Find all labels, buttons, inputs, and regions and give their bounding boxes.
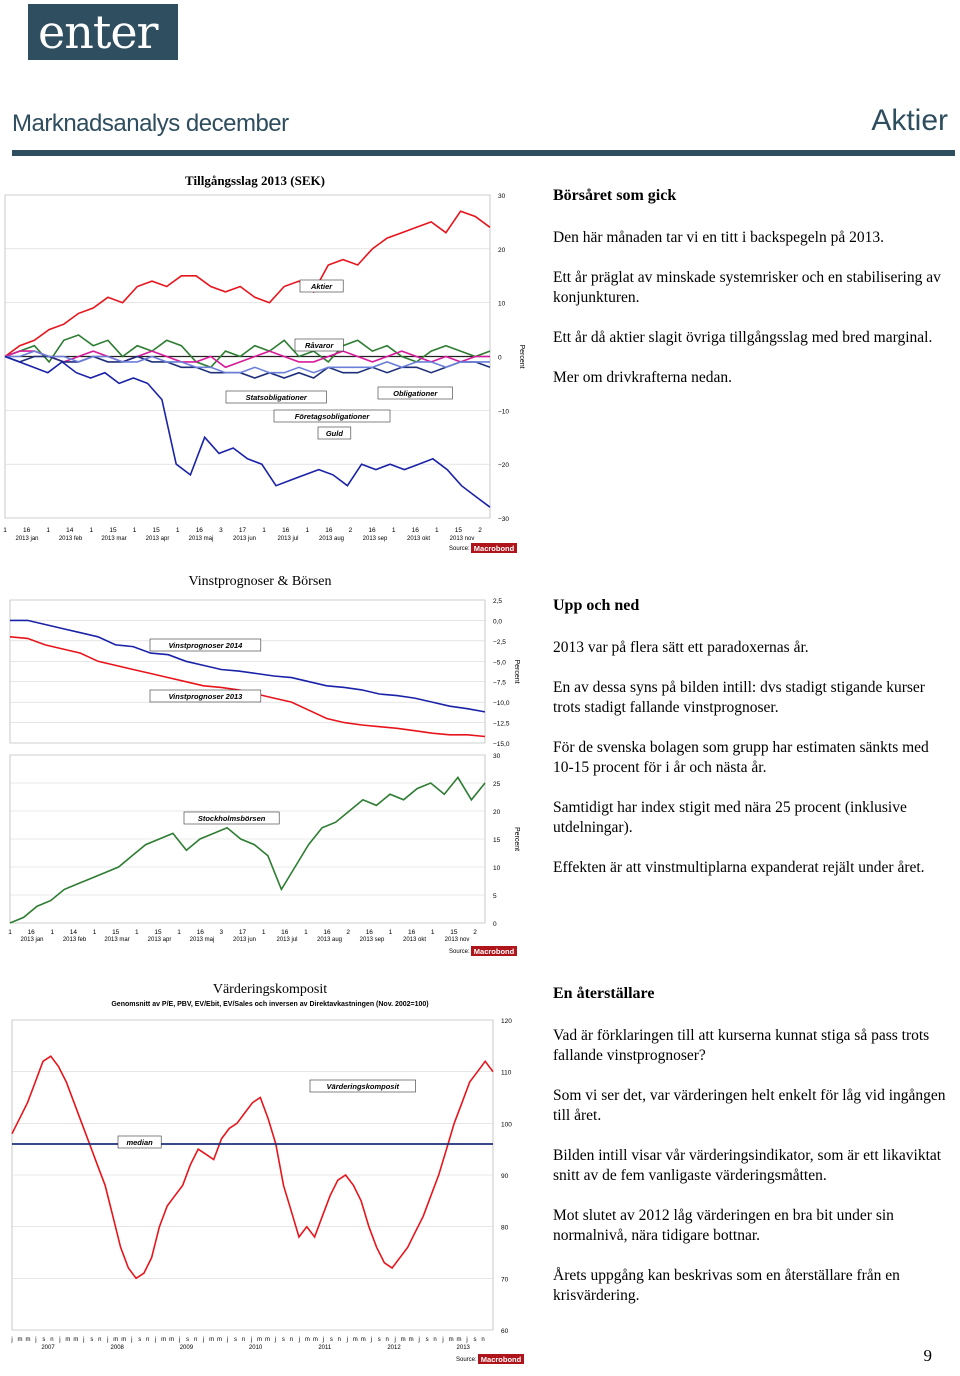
x-tick-label: 14 bbox=[66, 527, 74, 534]
x-tick-label: 15 bbox=[154, 929, 162, 936]
y-tick-label: 5 bbox=[493, 893, 497, 900]
x-tick-label: 1 bbox=[177, 929, 181, 936]
paragraph: Mer om drivkrafterna nedan. bbox=[553, 369, 733, 386]
chart2-title: Vinstprognoser & Börsen bbox=[188, 574, 332, 589]
x-period-label: 2013 jan bbox=[20, 937, 44, 943]
x-tick-label: 17 bbox=[238, 527, 247, 534]
label-vardringskomposit: Värderingskomposit bbox=[326, 1082, 400, 1091]
page-number: 9 bbox=[923, 1346, 932, 1365]
paragraph: Ett år då aktier slagit övriga tillgångsslag med bred marginal. bbox=[553, 329, 933, 346]
x-tick-label: j bbox=[155, 1337, 157, 1343]
y-tick-label: 0 bbox=[498, 354, 502, 362]
x-tick-label: n bbox=[289, 1337, 294, 1343]
x-tick-label: 1 bbox=[3, 527, 7, 534]
y-tick-label: 30 bbox=[493, 753, 501, 760]
paragraph: Ett år präglat av minskade systemrisker och en stabilisering av konjunkturen. bbox=[553, 269, 941, 306]
y-tick-label: 90 bbox=[501, 1173, 509, 1180]
x-period-label: 2013 nov bbox=[444, 937, 470, 943]
x-tick-label: s bbox=[234, 1337, 238, 1343]
label-aktier: Aktier bbox=[310, 282, 333, 291]
macrobond-logo-text: Macrobond bbox=[473, 544, 515, 553]
macrobond-logo-text: Macrobond bbox=[480, 1355, 522, 1364]
label-stockholmsborsen: Stockholmsbörsen bbox=[197, 814, 266, 823]
section-heading: Upp och ned bbox=[553, 597, 640, 614]
y-tick-label: 80 bbox=[501, 1224, 509, 1232]
x-period-label: 2013 sep bbox=[359, 937, 385, 943]
x-period-label: 2013 aug bbox=[316, 937, 343, 943]
x-tick-label: 16 bbox=[411, 527, 419, 534]
x-period-label: 2013 jul bbox=[277, 536, 299, 542]
paragraph: För de svenska bolagen som grupp har estimaten sänkts med 10-15 procent för i år och nästa år. bbox=[553, 739, 929, 776]
x-period-label: 2013 mar bbox=[101, 536, 127, 542]
y-tick-label: 30 bbox=[498, 193, 506, 200]
x-tick-label: m bbox=[169, 1337, 175, 1343]
paragraph: En av dessa syns på bilden intill: dvs stadigt stigande kurser trots stadigt fallande vinstprognoser. bbox=[553, 679, 925, 716]
x-tick-label: 2 bbox=[473, 929, 477, 936]
macrobond-logo-text: Macrobond bbox=[473, 947, 515, 956]
label-vinstprognoser-2014: Vinstprognoser 2014 bbox=[168, 641, 243, 650]
x-tick-label: 3 bbox=[219, 929, 224, 936]
x-tick-label: s bbox=[377, 1337, 381, 1343]
x-period-label: 2013 aug bbox=[318, 536, 345, 542]
x-tick-label: 15 bbox=[454, 527, 463, 534]
x-period-label: 2013 jul bbox=[276, 937, 298, 943]
x-tick-label: j bbox=[322, 1337, 325, 1343]
section-heading: Börsåret som gick bbox=[553, 187, 677, 204]
x-tick-label: m bbox=[113, 1337, 119, 1343]
x-tick-label: j bbox=[131, 1337, 133, 1343]
x-tick-label: 15 bbox=[109, 527, 117, 534]
x-tick-label: 16 bbox=[365, 929, 373, 936]
x-year-label: 2009 bbox=[179, 1345, 194, 1351]
y-tick-label: 0 bbox=[493, 921, 497, 928]
x-tick-label: 1 bbox=[430, 929, 435, 936]
label-median: median bbox=[126, 1138, 153, 1147]
x-tick-label: j bbox=[346, 1337, 348, 1343]
x-tick-label: m bbox=[256, 1337, 262, 1343]
source-label: Source: bbox=[449, 546, 470, 552]
paragraph: Den här månaden tar vi en titt i backspegeln på 2013. bbox=[553, 229, 884, 246]
x-tick-label: j bbox=[83, 1337, 85, 1343]
chart1-title: Tillgångsslag 2013 (SEK) bbox=[185, 173, 325, 188]
x-tick-label: 16 bbox=[323, 929, 331, 936]
x-year-label: 2008 bbox=[110, 1345, 124, 1351]
x-tick-label: s bbox=[473, 1337, 477, 1343]
y-tick-label: 10 bbox=[498, 300, 506, 308]
y-tick-label: 100 bbox=[501, 1121, 512, 1129]
x-tick-label: 15 bbox=[112, 929, 120, 936]
label-foretagsobligationer: Företagsobligationer bbox=[294, 412, 370, 421]
x-tick-label: m bbox=[25, 1337, 31, 1343]
x-tick-label: 1 bbox=[50, 929, 55, 936]
x-tick-label: m bbox=[360, 1337, 366, 1343]
x-tick-label: j bbox=[59, 1337, 61, 1343]
x-tick-label: 15 bbox=[450, 929, 458, 936]
x-tick-label: m bbox=[161, 1337, 167, 1343]
x-tick-label: s bbox=[281, 1337, 285, 1343]
x-tick-label: j bbox=[418, 1337, 420, 1343]
x-tick-label: 1 bbox=[175, 527, 180, 534]
x-tick-label: 16 bbox=[22, 527, 31, 534]
x-period-label: 2013 feb bbox=[58, 536, 83, 542]
x-tick-label: 1 bbox=[305, 527, 310, 534]
paragraph: Årets uppgång kan beskrivas som en återställare från en krisvärdering. bbox=[553, 1267, 900, 1304]
source-label: Source: bbox=[456, 1357, 477, 1363]
x-tick-label: 16 bbox=[195, 527, 203, 534]
chart3-title: Värderingskomposit bbox=[212, 982, 328, 997]
x-tick-label: 1 bbox=[89, 527, 94, 534]
x-tick-label: 16 bbox=[407, 929, 416, 936]
x-tick-label: j bbox=[370, 1337, 372, 1343]
x-tick-label: m bbox=[408, 1337, 414, 1343]
x-tick-label: m bbox=[352, 1337, 358, 1343]
y-tick-label: 2,5 bbox=[493, 598, 503, 605]
x-tick-label: j bbox=[394, 1337, 396, 1343]
x-tick-label: m bbox=[17, 1337, 23, 1343]
x-tick-label: m bbox=[448, 1337, 454, 1343]
x-period-label: 2013 apr bbox=[145, 536, 170, 542]
x-period-label: 2013 okt bbox=[402, 937, 427, 943]
y-tick-label: 110 bbox=[501, 1069, 512, 1077]
x-tick-label: j bbox=[226, 1337, 229, 1343]
x-period-label: 2013 feb bbox=[62, 937, 87, 943]
x-tick-label: 1 bbox=[261, 929, 266, 936]
x-period-label: 2013 jun bbox=[232, 536, 257, 542]
x-period-label: 2013 nov bbox=[449, 536, 475, 542]
y-tick-label: −30 bbox=[498, 516, 510, 523]
header-divider bbox=[12, 150, 955, 156]
page-title: Marknadsanalys december bbox=[12, 110, 289, 137]
x-period-label: 2013 maj bbox=[188, 536, 214, 542]
x-period-label: 2013 okt bbox=[406, 536, 431, 542]
x-tick-label: 1 bbox=[262, 527, 266, 534]
x-tick-label: 1 bbox=[304, 929, 308, 936]
y-tick-label: 10 bbox=[493, 865, 501, 872]
section-aterstallare bbox=[553, 984, 953, 1326]
x-tick-label: 1 bbox=[391, 527, 396, 534]
x-tick-label: m bbox=[65, 1337, 71, 1343]
y-tick-label: 60 bbox=[501, 1328, 509, 1335]
x-year-label: 2012 bbox=[387, 1345, 401, 1351]
x-tick-label: n bbox=[193, 1337, 198, 1343]
x-tick-label: 17 bbox=[238, 929, 247, 936]
y-tick-label: 20 bbox=[498, 246, 506, 254]
x-tick-label: n bbox=[385, 1337, 389, 1343]
label-ravaror: Råvaror bbox=[305, 341, 334, 350]
x-tick-label: m bbox=[121, 1337, 127, 1343]
x-tick-label: m bbox=[304, 1337, 310, 1343]
x-tick-label: s bbox=[329, 1337, 333, 1343]
x-tick-label: 2 bbox=[346, 929, 350, 936]
x-tick-label: n bbox=[481, 1337, 485, 1343]
x-year-label: 2010 bbox=[248, 1345, 263, 1351]
x-period-label: 2013 apr bbox=[147, 937, 172, 943]
x-period-label: 2013 jun bbox=[232, 937, 257, 943]
section-heading: En återställare bbox=[553, 985, 655, 1002]
x-tick-label: n bbox=[433, 1337, 437, 1343]
x-year-label: 2007 bbox=[41, 1345, 55, 1351]
x-tick-label: 1 bbox=[388, 929, 393, 936]
label-vinstprognoser-2013: Vinstprognoser 2013 bbox=[168, 692, 243, 701]
x-tick-label: 16 bbox=[196, 929, 204, 936]
x-period-label: 2013 mar bbox=[104, 937, 130, 943]
x-tick-label: j bbox=[11, 1337, 13, 1343]
y-tick-label: −5,0 bbox=[493, 659, 506, 667]
x-tick-label: 16 bbox=[281, 929, 289, 936]
x-period-label: 2013 maj bbox=[189, 937, 215, 943]
x-tick-label: n bbox=[337, 1337, 341, 1343]
y-tick-label: 15 bbox=[493, 837, 501, 844]
x-tick-label: s bbox=[425, 1337, 429, 1343]
label-guld: Guld bbox=[325, 429, 343, 438]
x-tick-label: 1 bbox=[135, 929, 139, 936]
y-axis-label: Percent bbox=[513, 659, 520, 684]
x-tick-label: 2 bbox=[478, 527, 482, 534]
x-tick-label: 14 bbox=[69, 929, 78, 936]
x-tick-label: n bbox=[146, 1337, 150, 1343]
x-tick-label: m bbox=[73, 1337, 79, 1343]
y-tick-label: −15,0 bbox=[493, 741, 510, 748]
x-tick-label: 1 bbox=[435, 527, 439, 534]
y-tick-label: −10,0 bbox=[493, 700, 510, 708]
x-tick-label: 16 bbox=[325, 527, 333, 534]
label-obligationer: Obligationer bbox=[393, 389, 438, 398]
chart-earnings-forecasts bbox=[0, 590, 540, 960]
paragraph: Bilden intill visar vår värderingsindikator, som är ett likaviktat snitt av de fem vanligaste värderingsmåtten. bbox=[553, 1147, 942, 1184]
paragraph: Vad är förklaringen till att kurserna kunnat stiga så pass trots fallande vinstprognoser? bbox=[553, 1027, 930, 1064]
y-axis-label: Percent bbox=[518, 344, 525, 369]
x-tick-label: 16 bbox=[27, 929, 35, 936]
paragraph: Effekten är att vinstmultiplarna expanderat rejält under året. bbox=[553, 859, 925, 876]
paragraph: Som vi ser det, var värderingen helt enkelt för låg vid ingången till året. bbox=[553, 1087, 946, 1124]
paragraph: Samtidigt har index stigit med nära 25 procent (inklusive utdelningar). bbox=[553, 799, 907, 836]
y-tick-label: −20 bbox=[498, 462, 510, 470]
x-tick-label: j bbox=[274, 1337, 277, 1343]
y-tick-label: −10 bbox=[498, 408, 510, 416]
x-year-label: 2011 bbox=[318, 1345, 332, 1351]
section-upp-och-ned bbox=[553, 596, 953, 898]
x-tick-label: m bbox=[209, 1337, 215, 1343]
x-period-label: 2013 sep bbox=[362, 536, 388, 542]
x-tick-label: m bbox=[456, 1337, 462, 1343]
enter-logo: enter bbox=[28, 4, 178, 60]
x-tick-label: m bbox=[400, 1337, 406, 1343]
x-tick-label: j bbox=[202, 1337, 205, 1343]
x-tick-label: 1 bbox=[92, 929, 97, 936]
section-title: Aktier bbox=[871, 104, 948, 137]
x-tick-label: m bbox=[264, 1337, 270, 1343]
x-tick-label: 1 bbox=[8, 929, 12, 936]
x-tick-label: n bbox=[98, 1337, 102, 1343]
x-tick-label: s bbox=[42, 1337, 46, 1343]
section-borsaret bbox=[553, 186, 953, 408]
x-tick-label: n bbox=[241, 1337, 246, 1343]
x-tick-label: j bbox=[466, 1337, 468, 1343]
y-tick-label: −7,5 bbox=[493, 679, 506, 687]
x-tick-label: j bbox=[250, 1337, 253, 1343]
x-tick-label: j bbox=[107, 1337, 109, 1343]
y-tick-label: −12,5 bbox=[493, 720, 510, 728]
paragraph: 2013 var på flera sätt ett paradoxernas år. bbox=[553, 639, 809, 656]
y-tick-label: 120 bbox=[501, 1018, 512, 1025]
x-tick-label: 15 bbox=[152, 527, 160, 534]
x-tick-label: m bbox=[312, 1337, 318, 1343]
x-tick-label: m bbox=[217, 1337, 223, 1343]
y-tick-label: 70 bbox=[501, 1276, 509, 1284]
x-tick-label: j bbox=[298, 1337, 301, 1343]
x-tick-label: s bbox=[186, 1337, 190, 1343]
source-label: Source: bbox=[449, 949, 470, 955]
x-tick-label: s bbox=[138, 1337, 142, 1343]
x-tick-label: 2 bbox=[348, 527, 353, 534]
y-tick-label: 20 bbox=[493, 809, 501, 816]
y-axis-label: Percent bbox=[513, 826, 520, 852]
x-tick-label: 16 bbox=[282, 527, 290, 534]
x-year-label: 2013 bbox=[456, 1345, 470, 1351]
x-tick-label: j bbox=[35, 1337, 37, 1343]
x-tick-label: 1 bbox=[132, 527, 137, 534]
x-tick-label: j bbox=[178, 1337, 181, 1343]
y-tick-label: −2,5 bbox=[493, 638, 506, 646]
y-tick-label: 25 bbox=[493, 781, 501, 788]
paragraph: Mot slutet av 2012 låg värderingen en bra bit under sin normalnivå, nära tidigare bottnar. bbox=[553, 1207, 894, 1244]
x-tick-label: 1 bbox=[46, 527, 50, 534]
x-period-label: 2013 jan bbox=[15, 536, 39, 542]
x-tick-label: 16 bbox=[368, 527, 376, 534]
y-tick-label: 0,0 bbox=[493, 618, 503, 626]
chart-asset-classes bbox=[0, 185, 540, 560]
chart3-subtitle: Genomsnitt av P/E, PBV, EV/Ebit, EV/Sales och inversen av Direktavkastningen (Nov. 2002=100) bbox=[111, 1001, 429, 1008]
x-tick-label: s bbox=[90, 1337, 94, 1343]
label-statsobligationer: Statsobligationer bbox=[245, 393, 307, 402]
x-tick-label: n bbox=[50, 1337, 54, 1343]
x-tick-label: j bbox=[442, 1337, 444, 1343]
x-tick-label: 3 bbox=[219, 527, 223, 534]
chart-valuation-composite bbox=[0, 1010, 540, 1370]
